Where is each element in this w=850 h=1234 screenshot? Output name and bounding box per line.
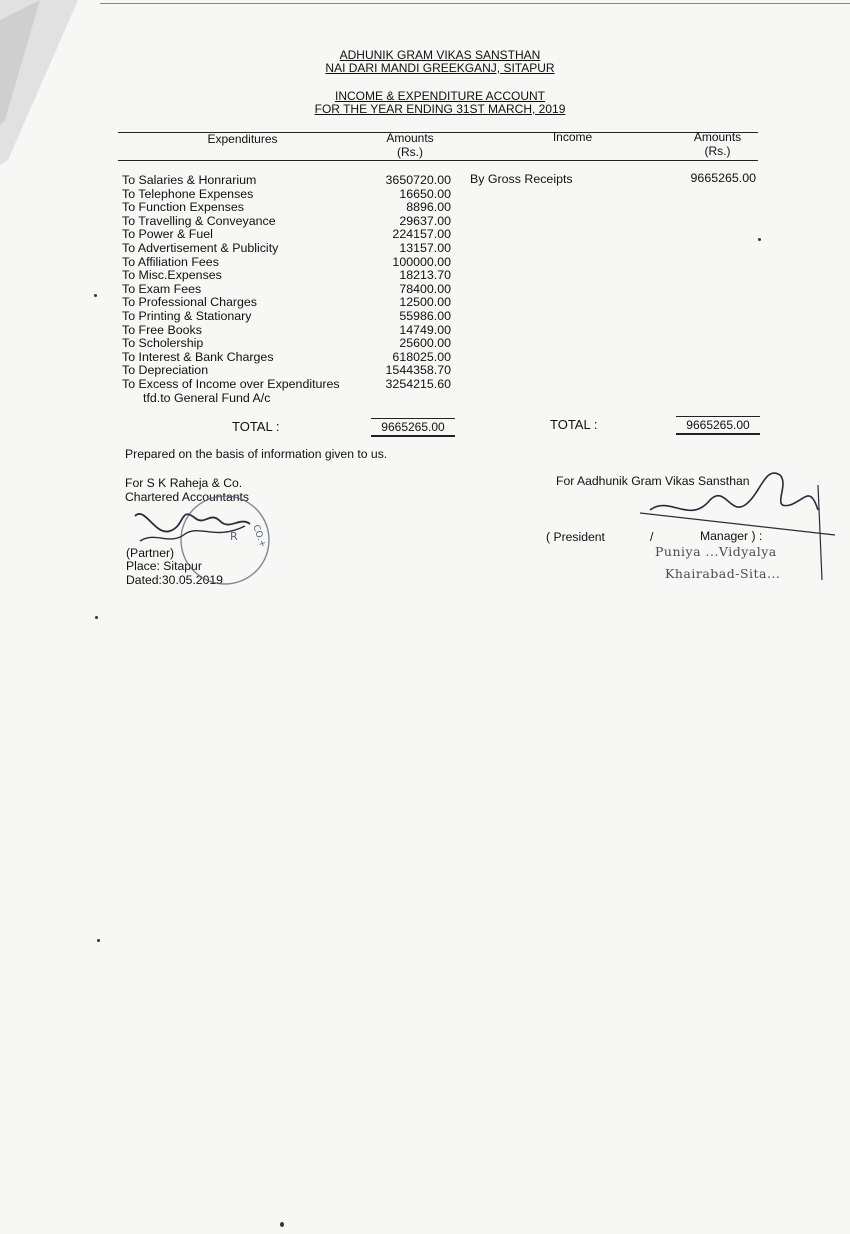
table-header-rule (118, 160, 758, 161)
expenditure-label: To Depreciation (122, 363, 209, 378)
income-label: By Gross Receipts (470, 172, 573, 186)
expenditure-label: To Printing & Stationary (122, 309, 252, 323)
manager-label: Manager ) : (700, 529, 763, 543)
org-address: NAI DARI MANDI GREEKGANJ, SITAPUR (325, 61, 555, 75)
expenditure-amount: 18213.70 (399, 268, 451, 283)
auditor-stamp-signature (125, 496, 285, 591)
total-label-left: TOTAL : (232, 419, 280, 434)
scan-speck (280, 1222, 284, 1227)
org-stamp-line1: Puniya ...Vidyalya (655, 544, 777, 559)
expenditure-label: To Power & Fuel (122, 227, 213, 242)
expenditure-amount: 14749.00 (399, 322, 451, 337)
expenditure-label: To Excess of Income over Expenditures (122, 377, 340, 391)
auditor-title: Chartered Accountants (125, 490, 249, 504)
prepared-note: Prepared on the basis of information given to us. (125, 447, 388, 461)
scan-speck (95, 616, 98, 619)
dated-label: Dated:30.05.2019 (126, 573, 223, 587)
col-expenditures: Expenditures (207, 132, 278, 146)
expenditure-label: To Professional Charges (122, 295, 257, 310)
expenditure-amount: 16650.00 (399, 186, 451, 201)
org-sign-for: For Aadhunik Gram Vikas Sansthan (556, 474, 750, 488)
expenditure-amount: 55986.00 (399, 309, 451, 323)
expenditure-amount: 29637.00 (399, 213, 451, 228)
expenditure-label: To Telephone Expenses (122, 186, 254, 201)
president-label: ( President (546, 530, 605, 544)
expenditure-label: To Advertisement & Publicity (122, 241, 279, 255)
scan-edge-line (100, 3, 850, 4)
expenditure-amount: 3650720.00 (385, 173, 451, 187)
expenditure-amount: 13157.00 (399, 241, 451, 255)
col-amounts-right: Amounts (693, 130, 742, 144)
col-income: Income (552, 130, 593, 144)
col-rs-right: (Rs.) (704, 144, 731, 158)
col-rs-left: (Rs.) (397, 145, 423, 159)
auditor-firm: For S K Raheja & Co. (125, 476, 243, 490)
income-amount: 9665265.00 (690, 171, 756, 185)
total-label-right: TOTAL : (550, 417, 598, 432)
total-amount-right: 9665265.00 (676, 416, 760, 435)
expenditure-label: To Misc.Expenses (122, 268, 222, 283)
expenditure-amount: 618025.00 (392, 349, 451, 364)
svg-text:CO.+: CO.+ (250, 523, 268, 550)
total-amount-left: 9665265.00 (371, 418, 455, 437)
statement-title: INCOME & EXPENDITURE ACCOUNT (334, 89, 546, 103)
place-label: Place: Sitapur (126, 559, 202, 573)
scan-speck (758, 238, 761, 241)
expenditure-amount: 224157.00 (392, 227, 451, 242)
statement-period: FOR THE YEAR ENDING 31ST MARCH, 2019 (314, 102, 566, 116)
expenditure-label: To Free Books (122, 322, 202, 337)
expenditure-label: To Interest & Bank Charges (122, 349, 274, 364)
org-stamp-line2: Khairabad-Sita... (665, 566, 781, 581)
expenditure-amount: 25600.00 (399, 336, 451, 351)
page-fold-shadow (0, 0, 80, 170)
partner-label: (Partner) (126, 546, 175, 560)
col-amounts-left: Amounts (386, 131, 434, 145)
excess-note: tfd.to General Fund A/c (143, 391, 271, 405)
expenditure-label: To Salaries & Honrarium (122, 173, 257, 187)
expenditure-label: To Function Expenses (122, 200, 244, 215)
expenditure-label: To Travelling & Conveyance (122, 213, 276, 228)
expenditure-label: To Affiliation Fees (122, 254, 219, 269)
scan-speck (94, 294, 97, 297)
slash-separator: / (650, 530, 654, 544)
expenditure-amount: 78400.00 (399, 281, 451, 296)
expenditure-amount: 1544358.70 (385, 363, 451, 378)
expenditure-amount: 12500.00 (399, 295, 451, 310)
svg-text:R: R (230, 530, 238, 543)
expenditure-amount: 100000.00 (392, 254, 451, 269)
org-name: ADHUNIK GRAM VIKAS SANSTHAN (339, 48, 541, 62)
expenditure-label: To Exam Fees (122, 281, 202, 296)
expenditure-label: To Scholership (122, 336, 204, 351)
expenditure-amount: 8896.00 (406, 200, 451, 215)
scan-speck (97, 939, 100, 942)
expenditure-amount: 3254215.60 (385, 377, 451, 391)
